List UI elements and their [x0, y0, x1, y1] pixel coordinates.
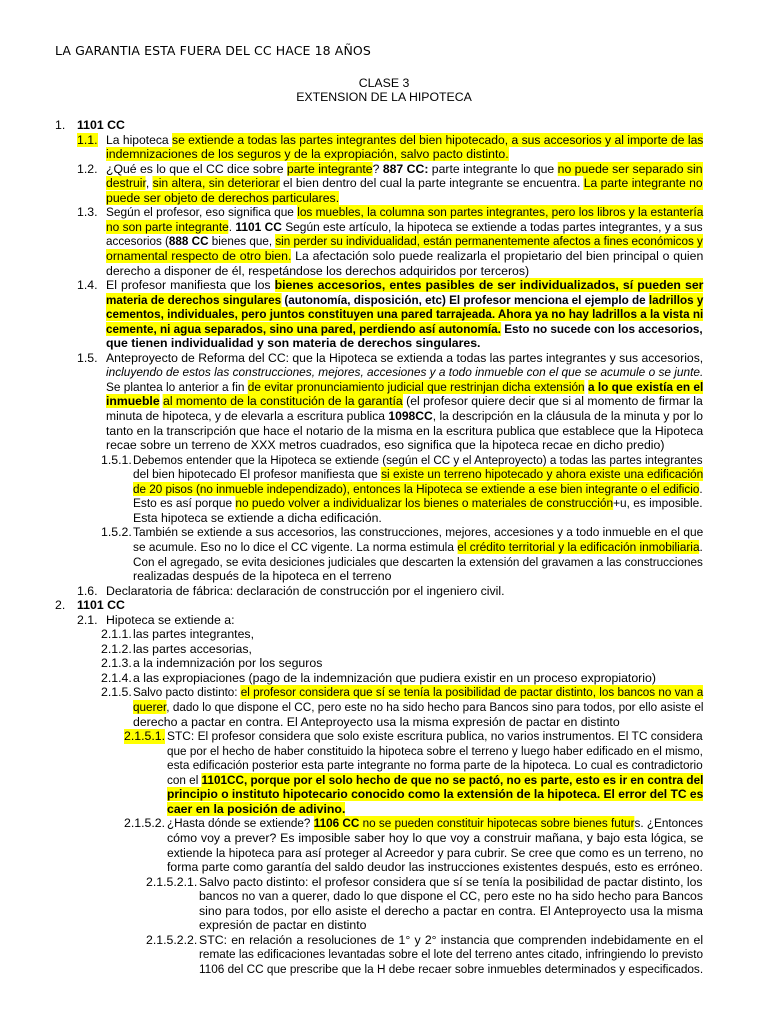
text-run: Salvo pacto distinto: el profesor considera que sí se tenía la posibilidad de pactar distinto, los: [199, 874, 703, 889]
text-line: [106, 133, 703, 148]
highlighted-text: al momento de la constitución de la garantía: [163, 394, 403, 409]
text-line: [199, 889, 703, 904]
highlighted-text: si existe un terreno hipotecado y ahora existe una edificación: [381, 467, 704, 482]
text-line: [106, 205, 703, 220]
list-number: 1.6.: [77, 583, 98, 598]
text-run: 1101 CC: [235, 219, 282, 234]
text-line: [133, 496, 703, 511]
text-run: a la indemnización por los seguros: [133, 656, 323, 671]
list-number: 1.5.2.: [101, 525, 132, 540]
highlighted-text: el crédito territorial y la edificación inmobiliaria: [457, 539, 700, 554]
highlighted-text: cemente, ni agua separados, sino una pared, perdiendo así autonomía.: [106, 321, 501, 336]
text-run: parte integrante lo que: [428, 161, 558, 176]
highlighted-text: indemnizaciones de los seguros y de la expropiación, salvo pacto distinto.: [106, 147, 509, 162]
text-line: [199, 875, 703, 890]
text-run: El profesor manifiesta que los: [106, 278, 275, 293]
text-run: .: [699, 481, 703, 496]
highlighted-text: sin perder su individualidad, están permanentemente afectos a fines económicos y: [275, 234, 703, 249]
list-number: 1.1.: [77, 132, 98, 147]
text-line: [106, 438, 664, 453]
text-line: [106, 584, 505, 599]
text-run: esta edificación posterior esta parte integrante no forma parte de la hipoteca. Lo cual es contradictorio: [167, 758, 703, 773]
text-line: [167, 816, 703, 831]
text-line: [106, 307, 703, 322]
text-run: STC: El profesor considera que solo existe escritura publica, no varios instrumentos. El TC considera: [167, 729, 703, 744]
text-line: [133, 511, 382, 526]
list-number: 2.1.2.: [101, 641, 132, 656]
text-line: [167, 758, 703, 773]
text-run: las partes accesorias,: [133, 641, 252, 656]
text-run: 888 CC: [168, 234, 209, 249]
text-run: Salvo pacto distinto:: [133, 685, 241, 700]
text-line: [199, 947, 703, 962]
highlighted-text: a lo que existía en el: [587, 379, 704, 394]
section-title: EXTENSION DE LA HIPOTECA: [296, 90, 472, 104]
text-run: +u, es imposible.: [613, 496, 703, 511]
highlighted-text: sin altera, sin deteriorar: [152, 176, 280, 191]
list-number: 2.1.5.2.1.: [146, 874, 198, 889]
text-line: [167, 773, 703, 788]
text-run: 1101 CC: [77, 598, 125, 613]
text-line: [133, 685, 703, 700]
highlighted-text: los muebles, la columna son partes integrantes, pero los libros y la estantería: [297, 205, 704, 220]
text-line: [133, 656, 322, 671]
text-run: STC: en relación a resoluciones de 1° y 2° instancia que comprenden indebidamente en el: [199, 932, 704, 947]
text-run: 1106 del CC que prescribe que la H debe recaer sobre inmuebles determinados y especificados.: [199, 961, 704, 976]
text-run: (el profesor quiere decir que si al momento de firmar la: [402, 394, 703, 409]
text-run: Según el profesor, eso significa que: [106, 205, 298, 220]
text-line: [106, 613, 235, 628]
text-run: expresión de pactar en distinto: [199, 918, 367, 933]
highlighted-text: La parte integrante no: [583, 176, 703, 191]
text-line: [106, 234, 703, 249]
text-line: [167, 831, 703, 846]
list-number: 2.1.: [77, 612, 98, 627]
text-run: Esto no sucede con los accesorios,: [500, 321, 703, 336]
text-run: 887 CC:: [382, 161, 429, 176]
text-run: 1101 CC: [77, 118, 125, 132]
text-run: La afectación solo puede realizarla el propietario del bien principal o quien: [291, 248, 704, 263]
text-line: [106, 147, 509, 162]
text-run: realizadas después de la hipoteca en el terreno: [133, 569, 392, 584]
text-run: 1098CC: [388, 409, 433, 423]
text-run: derecho a pactar en contra. El Anteproyecto usa la misma expresión de pactar en distinto: [133, 714, 620, 729]
text-run: incluyendo de estos las construcciones, mejores, accesiones y a todo inmueble con el que se acumule o se junte.: [106, 365, 704, 380]
list-number: 1.2.: [77, 161, 98, 176]
text-line: [106, 162, 703, 177]
text-run: s. ¿Entonces: [634, 816, 703, 831]
text-line: [199, 962, 703, 977]
text-run: a las expropiaciones (pago de la indemnización que pudiera existir en un proceso expropiatorio): [133, 670, 656, 685]
list-number: 1.: [55, 118, 66, 132]
highlighted-text: caer en la posición de adivino.: [167, 801, 346, 816]
text-run: cómo voy a prever? Es imposible saber hoy lo que voy a construir mañana, y bajo esta lógica, se: [167, 830, 704, 845]
list-number: 1.5.: [77, 350, 98, 365]
list-number: 2.: [55, 598, 66, 613]
text-run: sino para todos, por ello asiste el derecho a pactar en contra. El Anteproyecto usa la misma: [199, 903, 703, 918]
text-line: [133, 453, 703, 468]
text-run: que por el hecho de haber constituido la hipoteca sobre el terreno y luego haber edificado en el mismo,: [167, 743, 703, 758]
text-run: .: [699, 539, 703, 554]
highlighted-text: puede ser objeto de derechos particulares.: [106, 190, 340, 205]
class-title: CLASE 3: [358, 76, 410, 90]
text-line: [106, 249, 703, 264]
text-line: [106, 365, 703, 380]
text-line: [133, 627, 254, 642]
text-line: [106, 322, 703, 337]
text-run: Según este artículo, la hipoteca se extiende a todas partes integrantes, y a sus: [281, 219, 703, 234]
text-run: Con el agregado, se evita desiciones judiciales que descarten la extensión del gravamen a las construcciones: [133, 554, 703, 569]
text-line: [133, 671, 656, 686]
text-run: accesorios (: [106, 234, 169, 249]
text-line: [133, 555, 703, 570]
text-line: [106, 191, 339, 206]
highlighted-text: se extiende a todas las partes integrantes del bien hipotecad: [172, 132, 498, 147]
text-line: [133, 715, 620, 730]
text-run: remate las edificaciones levantadas sobre el lote del terreno antes citado, infringiendo lo previsto: [199, 947, 704, 962]
highlighted-text: inmueble: [106, 394, 160, 409]
text-run: el bien dentro del cual la parte integrante se encuentra.: [279, 176, 584, 191]
list-number: 2.1.5.1.: [124, 729, 166, 744]
text-run: tanto en la transcripción que hace el notario de la misma en la escritura publica que establece que la Hipoteca: [106, 423, 704, 438]
text-line: [106, 264, 529, 279]
highlighted-text: no puede ser separado sin: [557, 161, 703, 176]
text-line: [199, 933, 703, 948]
text-line: [106, 424, 703, 439]
text-run: Esto es así porque: [133, 496, 236, 511]
text-run: ?: [372, 161, 383, 176]
text-run: bancos no van a querer, dado lo que dispone el CC, pero este no ha sido hecho para Bancos: [199, 889, 703, 904]
text-line: [199, 918, 366, 933]
text-run: Debemos entender que la Hipoteca se extiende (según el CC y el Anteproyecto) a todas las partes integrantes: [133, 452, 703, 467]
highlighted-text: el profesor considera que sí se tenía la posibilidad de pactar distinto, los bancos no van a: [240, 685, 704, 700]
highlighted-text: de 20 pisos (no inmueble independizado), entonces la Hipoteca se extiende a ese bien integrante o el edificio: [133, 481, 700, 496]
list-number: 2.1.5.2.: [124, 816, 166, 831]
highlighted-text: ornamental respecto de otro bien.: [106, 248, 292, 263]
highlighted-text: de evitar pronunciamiento judicial que restrinjan dicha extensión: [247, 379, 585, 394]
text-run: forma parte como garantía del saldo deudor las instrucciones existentes después, esto es erróneo.: [167, 860, 703, 875]
highlighted-text: 1106 CC: [313, 816, 360, 831]
document-header: LA GARANTIA ESTA FUERA DEL CC HACE 18 AÑOS: [55, 43, 371, 58]
text-line: [106, 336, 480, 351]
highlighted-text: bienes accesorios, entes pasibles de ser individualizados, sí pueden ser: [274, 278, 704, 293]
text-run: las partes integrantes,: [133, 627, 254, 642]
highlighted-text: materia de derechos singulares: [106, 292, 282, 307]
text-run: Hipoteca se extiende a:: [106, 612, 235, 627]
list-number: 2.1.1.: [101, 627, 132, 642]
text-line: [167, 860, 703, 875]
text-line: [106, 176, 703, 191]
text-run: .: [228, 219, 236, 234]
text-line: [77, 118, 125, 133]
text-line: [167, 846, 703, 861]
text-run: ¿Hasta dónde se extiende?: [167, 816, 314, 831]
text-line: [106, 351, 703, 366]
text-line: [167, 802, 345, 817]
text-run: se acumule. Eso no lo dice el CC vigente. La norma estimula: [133, 539, 458, 554]
highlighted-text: no puedo volver a individualizar los bienes o materiales de construcción: [235, 496, 614, 511]
text-run: que tienen individualidad y son materia de derechos singulares.: [106, 336, 481, 351]
text-run: Declaratoria de fábrica: declaración de construcción por el ingeniero civil.: [106, 583, 505, 598]
text-line: [133, 482, 703, 497]
text-run: Se plantea lo anterior a fin: [106, 379, 248, 394]
list-number: 2.1.4.: [101, 670, 132, 685]
list-number: 2.1.5.2.2.: [146, 932, 198, 947]
text-line: [106, 394, 703, 409]
highlighted-text: no se pueden constituir hipotecas sobre bienes futur: [359, 816, 635, 831]
text-run: , dado lo que dispone el CC, pero este no ha sido hecho para Bancos sino para todos, por ello asiste el: [166, 700, 704, 714]
text-line: [199, 904, 703, 919]
text-run: Esta hipoteca se extiende a dicha edificación.: [133, 510, 382, 525]
text-line: [133, 525, 703, 540]
text-run: bienes que,: [208, 234, 276, 249]
highlighted-text: principio o instituto hipotecario conocido como la extensión de la hipoteca. El error del TC es: [167, 787, 704, 802]
text-run: derecho a disponer de él, respetándose los derechos adquiridos por terceros): [106, 263, 530, 278]
text-run: Anteproyecto de Reforma del CC: que la Hipoteca se extienda a todas las partes integrantes y sus accesorios,: [106, 350, 704, 365]
text-line: [133, 540, 703, 555]
highlighted-text: querer: [133, 700, 167, 714]
list-number: 1.4.: [77, 278, 98, 293]
highlighted-text: 1101CC, porque por el solo hecho de que no se pactó, no es parte, esto es ir en contra del: [201, 772, 704, 787]
text-run: (autonomía, disposición, etc) El profesor menciona el ejemplo de: [281, 292, 649, 307]
highlighted-text: parte integrante: [286, 161, 373, 176]
highlighted-text: destruir: [106, 176, 146, 191]
text-run: minuta de hipoteca, y de elevarla a escritura publica: [106, 409, 389, 423]
text-line: [133, 569, 391, 584]
text-run: extiende la hipoteca para así proteger al Acreedor y para cubrir. Se cree que como es un terreno, no: [167, 845, 704, 860]
text-line: [133, 467, 703, 482]
text-run: del bien hipotecado El profesor manifiesta que: [133, 467, 382, 482]
text-run: , la descripción en la cláusula de la minuta y por lo: [432, 409, 704, 423]
highlighted-text: no son parte integrante: [106, 219, 229, 234]
text-line: [106, 409, 703, 424]
list-number: 1.5.1.: [101, 452, 132, 467]
text-line: [106, 380, 703, 395]
text-run: La hipoteca: [106, 132, 173, 147]
list-number: 2.1.3.: [101, 656, 132, 671]
text-line: [167, 729, 703, 744]
text-line: [106, 278, 703, 293]
text-run: recae sobre un terreno de XXX metros cuadrados, eso significa que la hipoteca recae en dicho predio): [106, 438, 665, 453]
list-number: 2.1.5.: [101, 685, 132, 700]
text-run: También se extiende a sus accesorios, las construcciones, mejores, accesiones y a todo inmueble en el que: [133, 525, 704, 540]
text-line: [77, 598, 125, 613]
highlighted-text: o, a sus accesorios y al importe de las: [497, 132, 704, 147]
highlighted-text: cementos, individuales, pero juntos constituyen una pared tarrajeada. Ahora ya no hay ladrillos a la vista ni: [106, 307, 704, 322]
highlighted-text: ladrillos y: [648, 292, 704, 307]
text-run: ¿Qué es lo que el CC dice sobre: [106, 161, 287, 176]
text-line: [167, 744, 703, 759]
text-line: [106, 293, 703, 308]
text-line: [106, 220, 703, 235]
text-line: [167, 787, 703, 802]
text-line: [133, 642, 252, 657]
text-run: con el: [167, 772, 202, 787]
text-line: [133, 700, 703, 715]
text-run: ,: [145, 176, 153, 191]
list-number: 1.3.: [77, 205, 98, 220]
